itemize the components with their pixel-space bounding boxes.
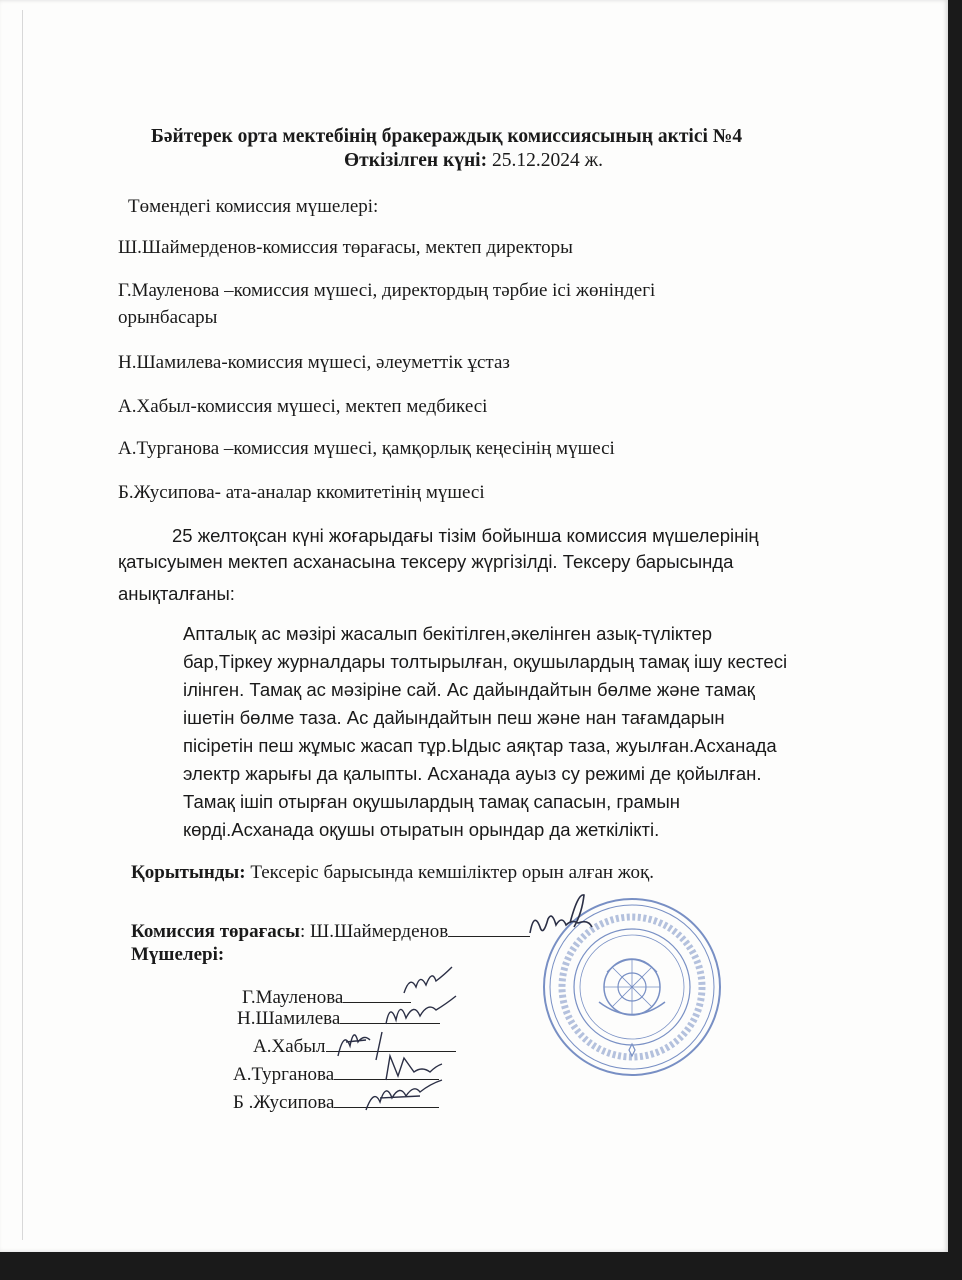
signature-zhusipova [360, 1080, 450, 1120]
member-line: Б.Жусипова- ата-аналар ккомитетінің мүшесі [118, 482, 485, 503]
date-value: 25.12.2024 ж. [491, 150, 603, 171]
findings-line: Апталық ас мәзірі жасалып бекітілген,әкелінген азық-түліктер [183, 623, 713, 644]
findings-line: пісіретін пеш жұмыс жасап тұр.Ыдыс аяқтар таза, жуылған.Асханада [183, 735, 777, 756]
findings-line: ішетін бөлме таза. Ас дайындайтын пеш және нан тағамдарын [183, 707, 725, 728]
conclusion [131, 862, 654, 884]
findings-line: көрді.Асханада оқушы отыратын орындар да жеткілікті. [183, 819, 660, 840]
member-line: А.Хабыл-комиссия мүшесі, мектеп медбикесі [118, 396, 488, 417]
document-title: Бәйтерек орта мектебінің бракераждық комиссиясының актісі №4 [151, 126, 743, 147]
chair-signature [508, 893, 608, 953]
intro-line: 25 желтоқсан күні жоғарыдағы тізім бойынша комиссия мүшелерінің [172, 525, 759, 546]
date-line [344, 150, 603, 172]
findings-line: Тамақ ішіп отырған оқушылардың тамақ сапасын, грамын [183, 791, 680, 812]
date-label: Өткізілген күні: [344, 150, 488, 171]
chair-name: : Ш.Шаймерденов [300, 921, 449, 942]
findings-line: бар,Тіркеу журналдары толтырылған, оқушылардың тамақ ішу кестесі [183, 651, 788, 672]
intro-line: қатысуымен мектеп асханасына тексеру жүргізілді. Тексеру барысында [118, 551, 734, 572]
members-label: Мүшелері: [131, 944, 225, 965]
member-line: А.Турганова –комиссия мүшесі, қамқорлық кеңесінің мүшесі [118, 438, 615, 459]
members-intro: Төмендегі комиссия мүшелері: [128, 196, 379, 217]
member-line: Г.Мауленова –комиссия мүшесі, директордың тәрбие ісі жөніндегі [118, 280, 656, 301]
page-edge [22, 10, 23, 1240]
intro-line: анықталғаны: [118, 583, 235, 604]
signatory-name: А.Турганова [233, 1064, 335, 1085]
signatory-name: А.Хабыл [253, 1036, 326, 1057]
conclusion-text: Тексеріс барысында кемшіліктер орын алған жоқ. [250, 862, 654, 883]
signatory-name: Г.Мауленова [242, 987, 344, 1008]
conclusion-label: Қорытынды: [131, 862, 246, 883]
member-line: Ш.Шаймерденов-комиссия төрағасы, мектеп директоры [118, 237, 573, 258]
signatory-name: Б .Жусипова [233, 1092, 335, 1113]
signatory-name: Н.Шамилева [237, 1008, 341, 1029]
member-line: Н.Шамилева-комиссия мүшесі, әлеуметтік ұстаз [118, 352, 510, 373]
member-line: орынбасары [118, 307, 218, 328]
chair-label: Комиссия төрағасы [131, 921, 300, 942]
findings-line: электр жарығы да қалыпты. Асханада ауыз су режимі де қойылған. [183, 763, 762, 784]
findings-line: ілінген. Тамақ ас мәзіріне сай. Ас дайындайтын бөлме және тамақ [183, 679, 755, 700]
chair-line [131, 918, 530, 943]
